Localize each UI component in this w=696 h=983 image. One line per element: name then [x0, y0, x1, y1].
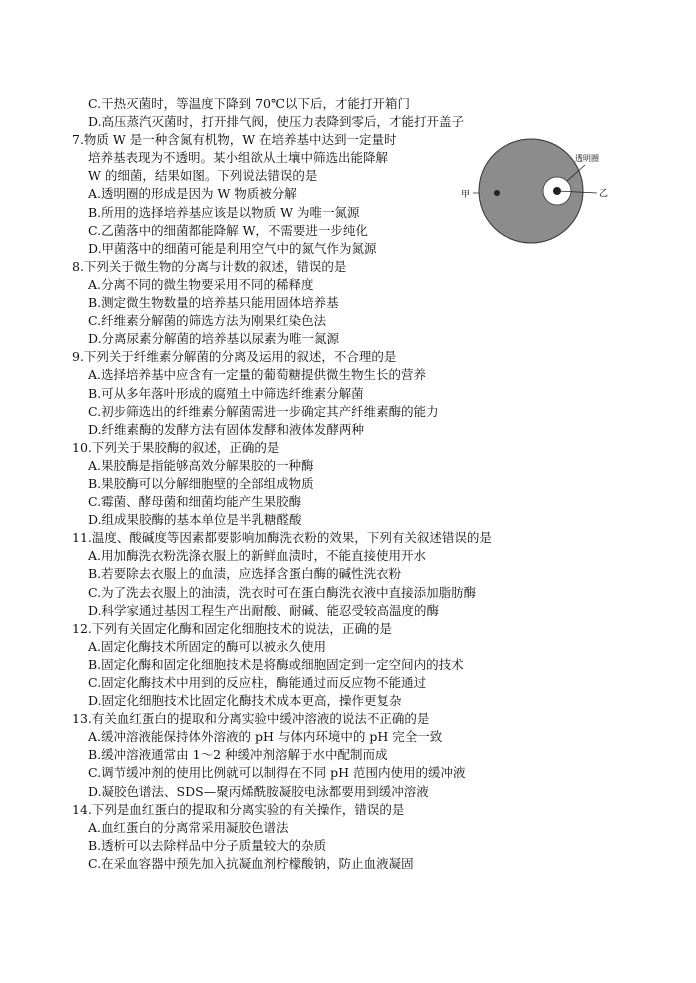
question-stem: 11.温度、酸碱度等因素都要影响加酶洗衣粉的效果，下列有关叙述错误的是	[72, 530, 492, 546]
petri-dish-figure	[455, 135, 615, 245]
question-stem: 9.下列关于纤维素分解菌的分离及运用的叙述，不合理的是	[72, 349, 397, 365]
option-line: D.凝胶色谱法、SDS—聚丙烯酰胺凝胶电泳都要用到缓冲溶液	[88, 783, 429, 799]
option-line: D.高压蒸汽灭菌时，打开排气阀，使压力表降到零后，才能打开盖子	[88, 114, 465, 130]
label-yi: 乙	[599, 188, 609, 198]
option-line: A.分离不同的微生物要采用不同的稀释度	[88, 276, 314, 292]
option-line: B.固定化酶和固定化细胞技术是将酶或细胞固定到一定空间内的技术	[88, 656, 464, 672]
option-line: C.乙菌落中的细菌都能降解 W，不需要进一步纯化	[88, 222, 368, 238]
option-line: B.若要除去衣服上的血渍，应选择含蛋白酶的碱性洗衣粉	[88, 566, 402, 582]
option-line: C.干热灭菌时，等温度下降到 70℃以下后，才能打开箱门	[88, 96, 410, 111]
option-line: D.组成果胶酶的基本单位是半乳糖醛酸	[88, 512, 302, 528]
option-line: C.霉菌、酵母菌和细菌均能产生果胶酶	[88, 494, 302, 510]
question-stem: 7.物质 W 是一种含氮有机物，W 在培养基中达到一定量时	[72, 132, 397, 148]
option-line: D.固定化细胞技术比固定化酶技术成本更高，操作更复杂	[88, 693, 402, 709]
option-line: B.缓冲溶液通常由 1～2 种缓冲剂溶解于水中配制而成	[88, 747, 388, 763]
option-line: D.甲菌落中的细菌可能是利用空气中的氮气作为氮源	[88, 240, 377, 256]
option-line: D.科学家通过基因工程生产出耐酸、耐碱、能忍受较高温度的酶	[88, 602, 440, 618]
option-line: C.固定化酶技术中用到的反应柱，酶能通过而反应物不能通过	[88, 675, 427, 690]
option-line: A.用加酶洗衣粉洗涤衣服上的新鲜血渍时，不能直接使用开水	[88, 548, 427, 564]
option-line: C.初步筛选出的纤维素分解菌需进一步确定其产纤维素酶的能力	[88, 403, 439, 419]
option-line: B.果胶酶可以分解细胞壁的全部组成物质	[88, 475, 314, 491]
option-line: B.透析可以去除样品中分子质量较大的杂质	[88, 837, 327, 853]
option-line: D.纤维素酶的发酵方法有固体发酵和液体发酵两种	[88, 421, 365, 437]
option-line: A.血红蛋白的分离常采用凝胶色谱法	[88, 819, 289, 835]
label-ring: 透明圈	[575, 154, 599, 163]
option-line: B.可从多年落叶形成的腐殖土中筛选纤维素分解菌	[88, 385, 364, 401]
label-jia: 甲	[461, 189, 471, 199]
option-line: A.选择培养基中应含有一定量的葡萄糖提供微生物生长的营养	[88, 367, 427, 383]
option-line: 培养基表现为不透明。某小组欲从土壤中筛选出能降解	[88, 150, 389, 166]
question-stem: 8.下列关于微生物的分离与计数的叙述，错误的是	[72, 258, 347, 274]
option-line: C.为了洗去衣服上的油渍，洗衣时可在蛋白酶洗衣液中直接添加脂肪酶	[88, 584, 477, 600]
question-stem: 10.下列关于果胶酶的叙述，正确的是	[72, 439, 280, 455]
option-line: C.在采血容器中预先加入抗凝血剂柠檬酸钠，防止血液凝固	[88, 855, 414, 871]
question-stem: 12.下列有关固定化酶和固定化细胞技术的说法，正确的是	[72, 620, 392, 636]
question-stem: 13.有关血红蛋白的提取和分离实验中缓冲溶液的说法不正确的是	[72, 711, 430, 727]
option-line: C.调节缓冲剂的使用比例就可以制得在不同 pH 范围内使用的缓冲液	[88, 765, 466, 781]
option-line: W 的细菌，结果如图。下列说法错误的是	[88, 168, 318, 184]
option-line: C.纤维素分解菌的筛选方法为刚果红染色法	[88, 313, 327, 329]
option-line: A.果胶酶是指能够高效分解果胶的一种酶	[88, 457, 314, 473]
option-line: D.分离尿素分解菌的培养基以尿素为唯一氮源	[88, 331, 340, 347]
option-line: B.测定微生物数量的培养基只能用固体培养基	[88, 295, 339, 311]
question-stem: 14.下列是血红蛋白的提取和分离实验的有关操作，错误的是	[72, 801, 405, 817]
option-line: A.固定化酶技术所固定的酶可以被永久使用	[88, 638, 327, 654]
option-line: A.透明圈的形成是因为 W 物质被分解	[88, 186, 297, 202]
colony-jia	[494, 190, 500, 196]
option-line: B.所用的选择培养基应该是以物质 W 为唯一氮源	[88, 204, 360, 220]
option-line: A.缓冲溶液能保持体外溶液的 pH 与体内环境中的 pH 完全一致	[88, 729, 443, 745]
